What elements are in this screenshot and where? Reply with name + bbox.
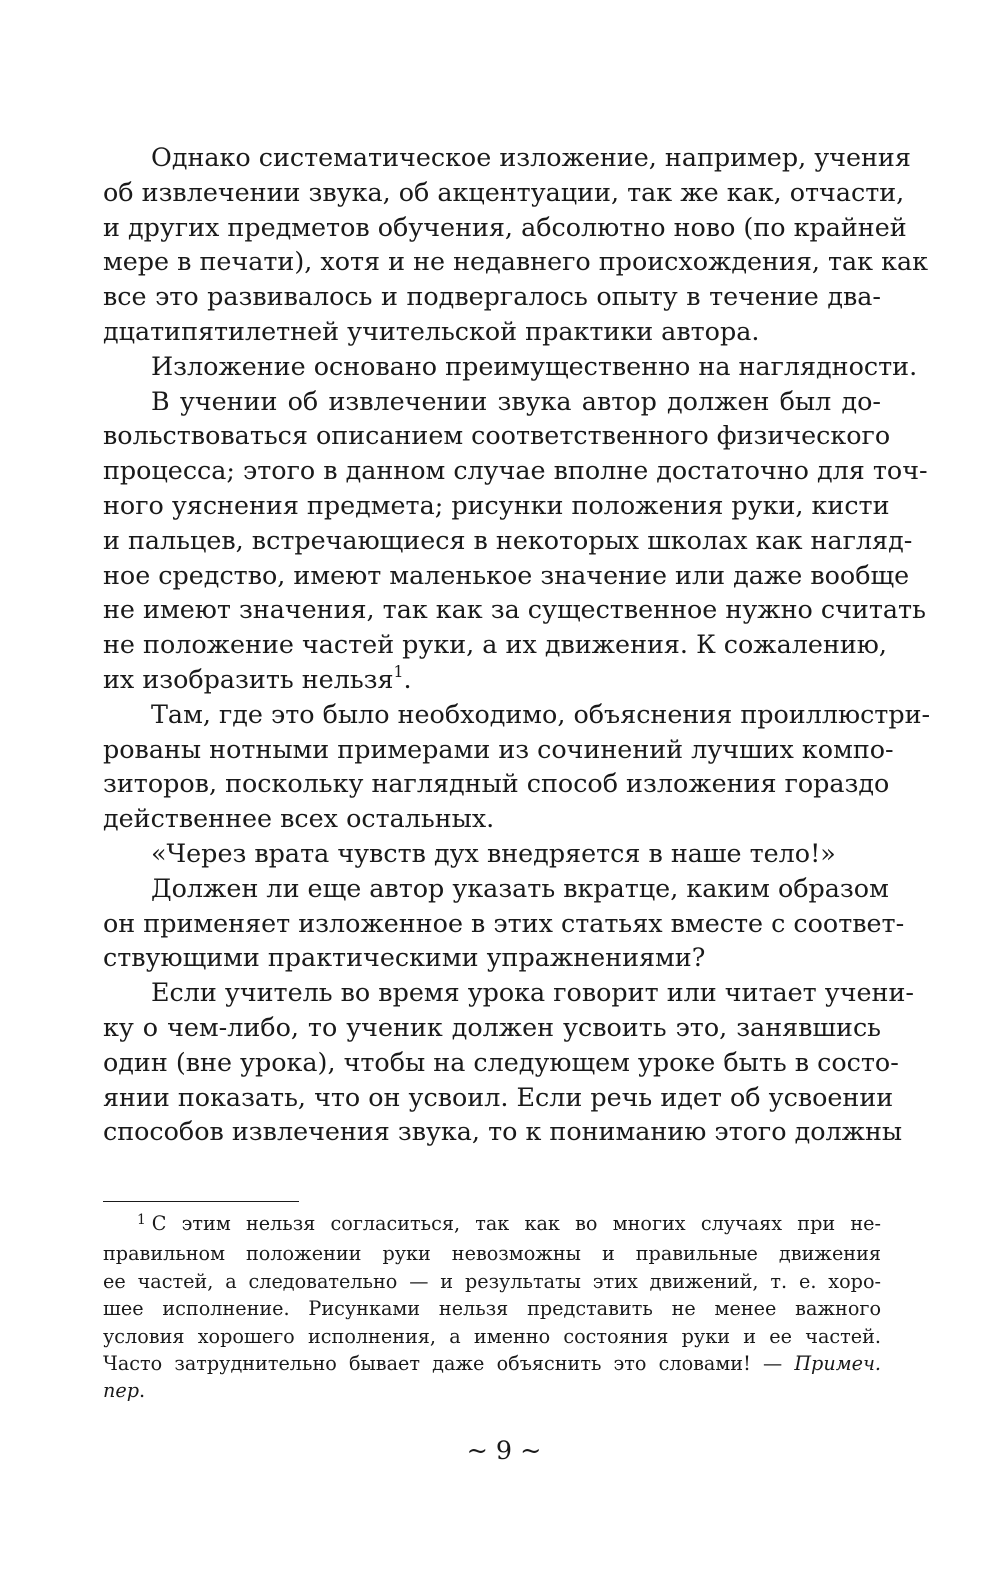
text-line: действеннее всех остальных.: [103, 803, 495, 834]
text-line: не положение частей руки, а их движения. К сожалению,: [103, 629, 887, 660]
text-line: рованы нотными примерами из сочинений лучших компо-: [103, 733, 894, 764]
text-line: янии показать, что он усвоил. Если речь идет об усвоении: [103, 1081, 894, 1112]
footnote-separator: [103, 1201, 299, 1202]
translator-note-label: пер: [103, 1379, 139, 1403]
text-line: Там, где это было необходимо, объяснения проиллюстри-: [151, 698, 931, 729]
text-line: ствующими практическими упражнениями?: [103, 942, 706, 973]
page-number: ~ 9 ~: [466, 1435, 542, 1465]
footnote-reference[interactable]: 1: [393, 661, 404, 681]
footnote-line: [103, 1210, 881, 1240]
text-line: зиторов, поскольку наглядный способ изложения гораздо: [103, 768, 890, 799]
sentence-end: .: [403, 663, 412, 694]
text-line-with-footnote-ref: [103, 662, 881, 697]
text-line: Однако систематическое изложение, например, учения: [151, 142, 911, 172]
text-line: ного уяснения предмета; рисунки положения руки, кисти: [103, 489, 890, 520]
text-line: об извлечении звука, об акцентуации, так же как, отчасти,: [103, 176, 905, 207]
text-line: В учении об извлечении звука автор должен был до-: [151, 385, 881, 416]
footnote-line: условия хорошего исполнения, а именно состояния руки и ее частей.: [103, 1324, 881, 1348]
text-line: способов извлечения звука, то к пониманию этого должны: [103, 1116, 903, 1147]
translator-note-label: Примеч.: [794, 1352, 881, 1376]
footnote-text: С этим нельзя согласиться, так как во многих случаях при не-: [151, 1212, 881, 1235]
footnote-line: шее исполнение. Рисунками нельзя представить не менее важного: [103, 1297, 881, 1321]
footnote: [103, 1210, 881, 1405]
text-line: Если учитель во время урока говорит или читает учени-: [151, 977, 914, 1008]
footnote-line: [103, 1350, 881, 1377]
footnote-line: правильном положении руки невозможны и правильные движения: [103, 1242, 881, 1266]
text-line: мере в печати), хотя и не недавнего происхождения, так как: [103, 246, 928, 277]
text-fragment: их изобразить нельзя: [103, 663, 394, 694]
text-line: все это развивалось и подвергалось опыту в течение два-: [103, 281, 881, 312]
footnote-end: .: [139, 1379, 146, 1403]
text-line: он применяет изложенное в этих статьях вместе с соответ-: [103, 907, 905, 938]
footnote-line: ее частей, а следовательно — и результаты этих движений, т. е. хоро-: [103, 1269, 881, 1293]
text-line: и других предметов обучения, абсолютно ново (по крайней: [103, 211, 907, 242]
quote-line: «Через врата чувств дух внедряется в наше тело!»: [151, 837, 836, 868]
text-line: ное средство, имеют маленькое значение или даже вообще: [103, 559, 910, 590]
footnote-text: Часто затруднительно бывает даже объяснить это словами! —: [103, 1352, 783, 1376]
text-line: процесса; этого в данном случае вполне достаточно для точ-: [103, 455, 928, 486]
footnote-marker: 1: [137, 1211, 146, 1228]
text-line: ку о чем-либо, то ученик должен усвоить это, занявшись: [103, 1011, 881, 1042]
text-line: Изложение основано преимущественно на наглядности.: [151, 350, 918, 381]
text-line: один (вне урока), чтобы на следующем уроке быть в состо-: [103, 1046, 899, 1077]
main-text: [103, 140, 931, 1149]
text-line: и пальцев, встречающиеся в некоторых школах как нагляд-: [103, 524, 913, 555]
text-line: дцатипятилетней учительской практики автора.: [103, 315, 760, 346]
text-line: не имеют значения, так как за существенное нужно считать: [103, 594, 926, 625]
text-line: Должен ли еще автор указать вкратце, каким образом: [151, 872, 889, 903]
text-line: вольствоваться описанием соответственного физического: [103, 420, 891, 451]
footnote-line: [103, 1377, 881, 1404]
